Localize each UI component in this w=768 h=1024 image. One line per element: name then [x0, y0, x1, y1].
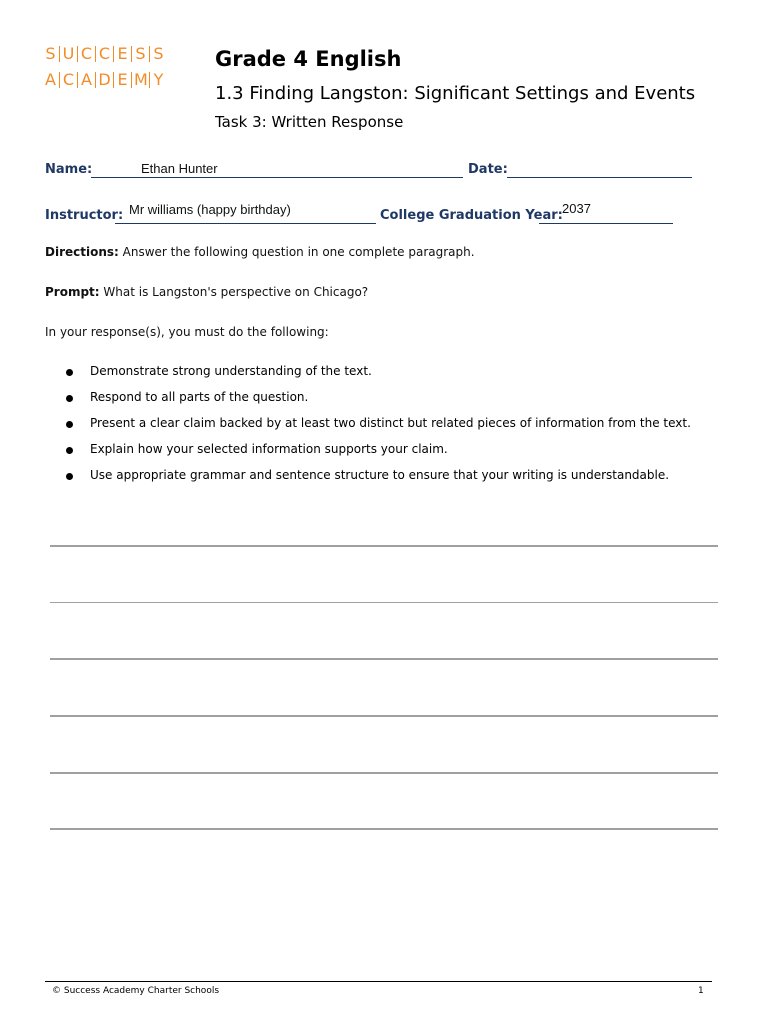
- footer-copyright: © Success Academy Charter Schools: [52, 986, 220, 996]
- logo-letter: E: [117, 44, 128, 63]
- grad-year-label: College Graduation Year:: [380, 208, 563, 223]
- list-item-text: Use appropriate grammar and sentence structure to ensure that your writing is understandable.: [90, 468, 670, 482]
- answer-line[interactable]: [50, 545, 718, 547]
- name-label: Name:: [45, 162, 93, 177]
- footer-divider: [45, 981, 712, 982]
- logo-letter: C: [62, 70, 75, 89]
- answer-line[interactable]: [50, 658, 718, 660]
- date-field[interactable]: [507, 162, 692, 178]
- lesson-subtitle: 1.3 Finding Langston: Significant Settings and Events: [215, 83, 696, 104]
- answer-line[interactable]: [50, 772, 718, 774]
- logo-letter: S: [135, 44, 146, 63]
- logo-letter: S: [153, 44, 164, 63]
- logo-letter: Y: [153, 70, 164, 89]
- bullet-icon: [66, 421, 73, 428]
- grad-year-field[interactable]: [539, 208, 673, 224]
- requirements-intro: In your response(s), you must do the following:: [45, 325, 329, 339]
- prompt-text: What is Langston's perspective on Chicago?: [99, 285, 369, 299]
- task-heading: Task 3: Written Response: [215, 113, 404, 131]
- answer-line[interactable]: [50, 602, 718, 603]
- logo-letter: M: [134, 70, 148, 89]
- list-item-text: Demonstrate strong understanding of the text.: [90, 364, 372, 378]
- logo-letter: E: [117, 70, 128, 89]
- answer-line[interactable]: [50, 715, 718, 717]
- logo-letter: C: [80, 44, 93, 63]
- directions-text: Answer the following question in one complete paragraph.: [118, 245, 475, 259]
- directions: [45, 245, 475, 259]
- instructor-label: Instructor:: [45, 208, 124, 223]
- bullet-icon: [66, 447, 73, 454]
- instructor-value: Mr williams (happy birthday): [129, 202, 291, 217]
- logo-letter: S: [45, 44, 56, 63]
- logo-row-academy: [44, 71, 165, 89]
- logo-letter: D: [98, 70, 111, 89]
- bullet-icon: [66, 369, 73, 376]
- answer-line[interactable]: [50, 828, 718, 830]
- page-title: Grade 4 English: [215, 47, 402, 71]
- logo-letter: C: [98, 44, 111, 63]
- prompt: [45, 285, 368, 299]
- prompt-label: Prompt:: [45, 285, 100, 299]
- logo-letter: A: [81, 70, 92, 89]
- name-value: Ethan Hunter: [141, 161, 218, 176]
- date-label: Date:: [468, 162, 508, 177]
- logo-letter: U: [62, 44, 75, 63]
- bullet-icon: [66, 395, 73, 402]
- page-number: 1: [698, 986, 704, 996]
- bullet-icon: [66, 473, 73, 480]
- list-item-text: Respond to all parts of the question.: [90, 390, 309, 404]
- list-item-text: Explain how your selected information supports your claim.: [90, 442, 448, 456]
- grad-year-value: 2037: [562, 201, 591, 216]
- logo-letter: A: [45, 70, 56, 89]
- logo-row-success: [44, 45, 165, 63]
- list-item-text: Present a clear claim backed by at least two distinct but related pieces of information from the text.: [90, 416, 691, 430]
- directions-label: Directions:: [45, 245, 119, 259]
